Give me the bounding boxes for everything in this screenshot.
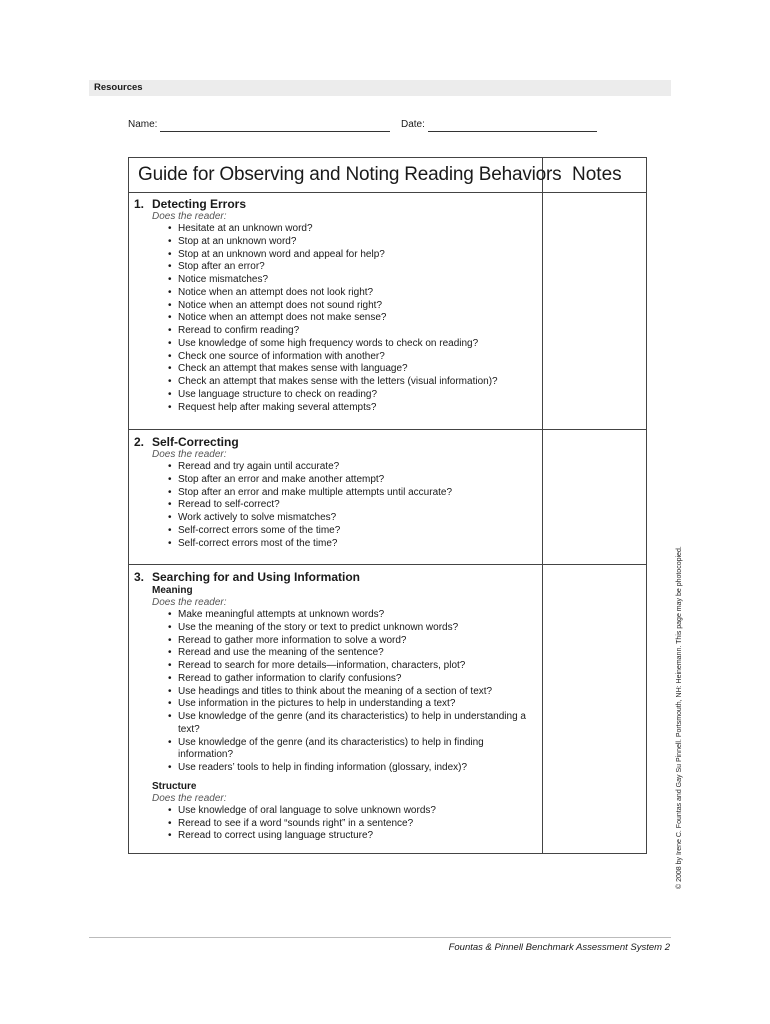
- section-number: 1.: [134, 197, 145, 211]
- section-searching-information: [134, 569, 539, 843]
- reader-prompt: Does the reader:: [152, 449, 227, 460]
- section-heading: Self-Correcting: [152, 435, 239, 449]
- behavior-list: [134, 805, 539, 843]
- list-item: • Reread to self-correct?: [134, 499, 539, 512]
- resources-label: Resources: [94, 82, 143, 93]
- section-divider-2: [129, 564, 646, 565]
- list-item: • Hesitate at an unknown word?: [134, 223, 539, 236]
- footer-title: Fountas & Pinnell Benchmark Assessment System 2: [448, 942, 670, 953]
- section-self-correcting: [134, 434, 539, 550]
- subsection-meaning-title: Meaning: [152, 585, 193, 596]
- list-item: • Check an attempt that makes sense with language?: [134, 363, 539, 376]
- notes-header: Notes: [572, 164, 622, 185]
- list-item: • Stop after an error and make multiple attempts until accurate?: [134, 487, 539, 500]
- list-item: • Stop at an unknown word and appeal for help?: [134, 249, 539, 262]
- section-divider-1: [129, 429, 646, 430]
- list-item: • Self-correct errors most of the time?: [134, 538, 539, 551]
- list-item: • Use the meaning of the story or text to predict unknown words?: [134, 622, 539, 635]
- list-item: • Reread to gather more information to solve a word?: [134, 635, 539, 648]
- section-number: 2.: [134, 435, 145, 449]
- date-label: Date:: [401, 119, 425, 130]
- resources-header-bar: [89, 80, 671, 96]
- section-title: [134, 196, 539, 211]
- list-item: • Reread and use the meaning of the sentence?: [134, 647, 539, 660]
- list-item: • Reread and try again until accurate?: [134, 461, 539, 474]
- list-item: • Make meaningful attempts at unknown words?: [134, 609, 539, 622]
- list-item: • Self-correct errors some of the time?: [134, 525, 539, 538]
- list-item: • Use knowledge of some high frequency words to check on reading?: [134, 338, 539, 351]
- notes-column-divider: [542, 158, 543, 853]
- list-item: • Use language structure to check on reading?: [134, 389, 539, 402]
- section-number: 3.: [134, 570, 145, 584]
- list-item: • Use knowledge of oral language to solve unknown words?: [134, 805, 539, 818]
- section-title: [134, 569, 539, 584]
- date-field-line[interactable]: [428, 131, 597, 132]
- header-divider: [129, 192, 646, 193]
- name-field-line[interactable]: [160, 131, 390, 132]
- list-item: • Check an attempt that makes sense with the letters (visual information)?: [134, 376, 539, 389]
- list-item: • Notice when an attempt does not look right?: [134, 287, 539, 300]
- list-item: • Reread to gather information to clarify confusions?: [134, 673, 539, 686]
- observation-guide-table: [128, 157, 647, 854]
- behavior-list: [134, 609, 539, 775]
- list-item: • Reread to see if a word “sounds right” in a sentence?: [134, 818, 539, 831]
- list-item: • Notice when an attempt does not make sense?: [134, 312, 539, 325]
- copyright-notice: © 2008 by Irene C. Fountas and Gay Su Pinnell. Portsmouth, NH: Heinemann. This page may be photocopied.: [676, 546, 683, 889]
- section-heading: Detecting Errors: [152, 197, 247, 211]
- section-title: [134, 434, 539, 449]
- list-item: • Use readers’ tools to help in finding information (glossary, index)?: [134, 762, 539, 775]
- subsection-structure-title: Structure: [152, 780, 197, 792]
- reader-prompt: Does the reader:: [152, 792, 227, 804]
- footer-divider: [89, 937, 671, 938]
- list-item: • Check one source of information with another?: [134, 351, 539, 364]
- list-item: • Request help after making several attempts?: [134, 402, 539, 415]
- list-item: • Stop at an unknown word?: [134, 236, 539, 249]
- list-item: • Notice mismatches?: [134, 274, 539, 287]
- section-detecting-errors: [134, 196, 539, 414]
- list-item: • Use knowledge of the genre (and its characteristics) to help in understanding a text?: [134, 711, 539, 737]
- list-item: • Reread to correct using language structure?: [134, 830, 539, 843]
- reader-prompt: Does the reader:: [152, 211, 227, 222]
- guide-title: Guide for Observing and Noting Reading Behaviors: [138, 164, 562, 185]
- behavior-list: [134, 223, 539, 414]
- list-item: • Work actively to solve mismatches?: [134, 512, 539, 525]
- list-item: • Reread to search for more details—information, characters, plot?: [134, 660, 539, 673]
- reader-prompt: Does the reader:: [152, 597, 227, 608]
- name-label: Name:: [128, 119, 158, 130]
- list-item: • Use knowledge of the genre (and its characteristics) to help in finding information?: [134, 737, 539, 763]
- list-item: • Use headings and titles to think about the meaning of a section of text?: [134, 686, 539, 699]
- list-item: • Stop after an error and make another attempt?: [134, 474, 539, 487]
- list-item: • Notice when an attempt does not sound right?: [134, 300, 539, 313]
- list-item: • Stop after an error?: [134, 261, 539, 274]
- behavior-list: [134, 461, 539, 550]
- list-item: • Reread to confirm reading?: [134, 325, 539, 338]
- list-item: • Use information in the pictures to help in understanding a text?: [134, 698, 539, 711]
- section-heading: Searching for and Using Information: [152, 570, 361, 584]
